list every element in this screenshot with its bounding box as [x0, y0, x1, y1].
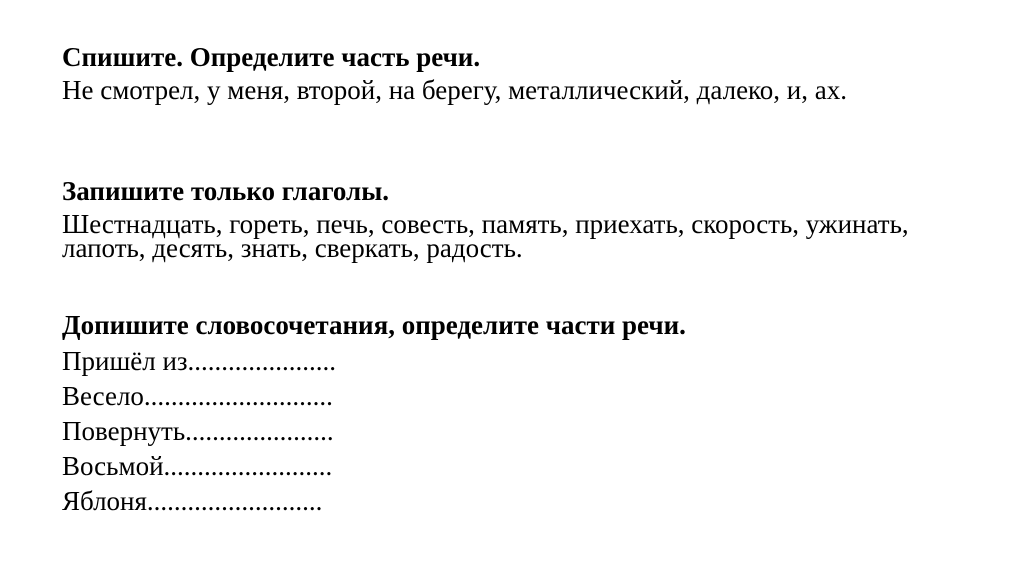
- task3-block: [62, 310, 942, 519]
- task1-block: [62, 42, 942, 105]
- task2-heading: Запишите только глаголы.: [62, 176, 390, 206]
- task1-text: Не смотрел, у меня, второй, на берегу, металлический, далеко, и, ах.: [62, 75, 847, 105]
- fill-line-5: Яблоня..........................: [62, 486, 323, 516]
- task3-lines: [62, 344, 942, 519]
- task1-heading: Спишите. Определите часть речи.: [62, 42, 481, 72]
- task3-heading: Допишите словосочетания, определите части речи.: [62, 310, 686, 340]
- task2-text: Шестнадцать, гореть, печь, совесть, память, приехать, скорость, ужинать, лапоть, десять, знать, сверкать, радость.: [62, 209, 909, 263]
- fill-line-3: Повернуть......................: [62, 416, 334, 446]
- task2-block: [62, 176, 942, 263]
- fill-line-4: Восьмой.........................: [62, 451, 333, 481]
- fill-line-1: Пришёл из......................: [62, 346, 337, 376]
- fill-line-2: Весело............................: [62, 381, 333, 411]
